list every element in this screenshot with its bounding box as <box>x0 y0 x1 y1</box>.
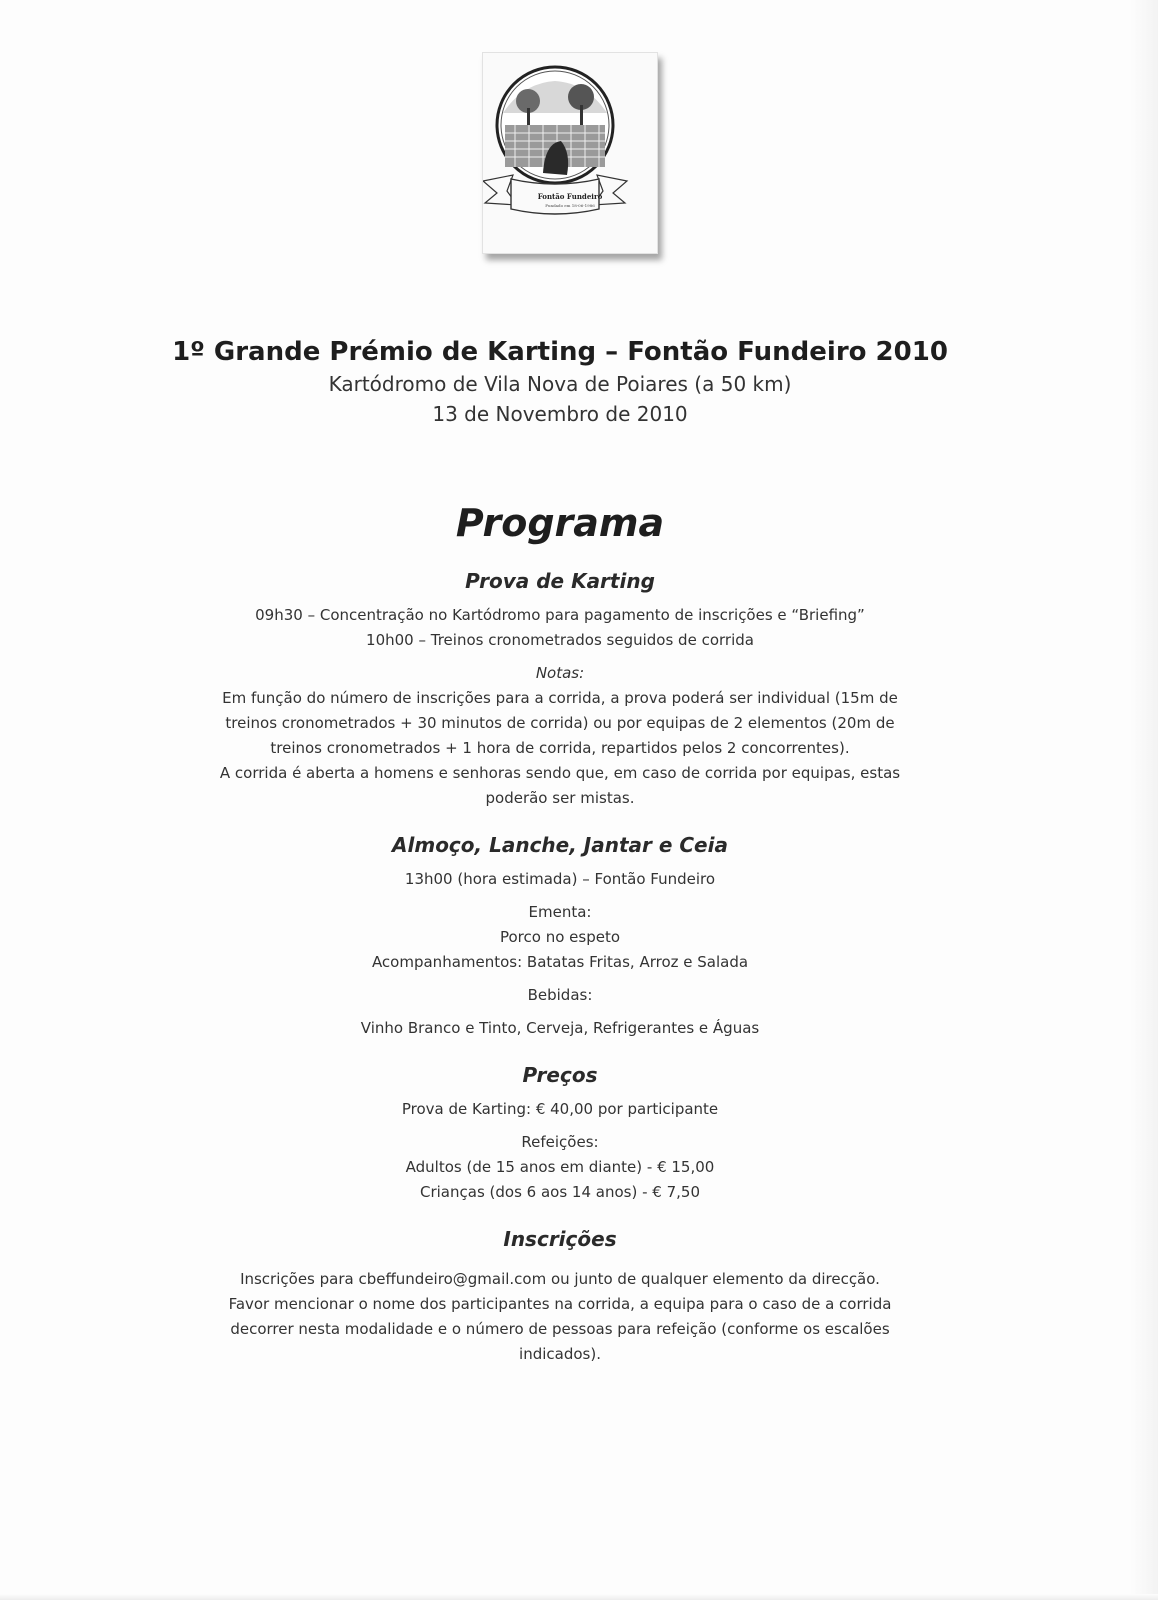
logo-banner-text: Fontão Fundeiro <box>537 192 603 201</box>
schedule-line: 10h00 – Treinos cronometrados seguidos de corrida <box>366 631 754 649</box>
registration-line: indicados). <box>519 1345 601 1363</box>
adults-price: Adultos (de 15 anos em diante) - € 15,00 <box>405 1158 715 1176</box>
club-emblem-icon <box>483 53 657 253</box>
karting-heading: Prova de Karting <box>465 569 655 593</box>
menu-label: Ementa: <box>528 903 592 921</box>
meals-heading: Almoço, Lanche, Jantar e Ceia <box>392 833 728 857</box>
scan-edge-shadow <box>1130 0 1158 1600</box>
registration-line: Favor mencionar o nome dos participantes na corrida, a equipa para o caso de a corrida <box>228 1295 892 1313</box>
notes-label: Notas: <box>535 664 585 682</box>
page-title: 1º Grande Prémio de Karting – Fontão Fundeiro 2010 <box>172 337 948 367</box>
notes-line: poderão ser mistas. <box>485 789 635 807</box>
registration-heading: Inscrições <box>503 1227 617 1251</box>
registration-line: Inscrições para cbeffundeiro@gmail.com ou junto de qualquer elemento da direcção. <box>240 1270 880 1288</box>
prices-heading: Preços <box>522 1063 598 1087</box>
karting-price: Prova de Karting: € 40,00 por participante <box>401 1100 719 1118</box>
notes-line: treinos cronometrados + 30 minutos de corrida) ou por equipas de 2 elementos (20m de <box>225 714 895 732</box>
programa-heading: Programa <box>455 501 665 545</box>
menu-sides: Acompanhamentos: Batatas Fritas, Arroz e Salada <box>371 953 749 971</box>
notes-line: A corrida é aberta a homens e senhoras sendo que, em caso de corrida por equipas, estas <box>219 764 901 782</box>
drinks-label: Bebidas: <box>527 986 593 1004</box>
club-logo <box>482 52 658 254</box>
scan-bottom-edge <box>0 1594 1158 1600</box>
meals-price-label: Refeições: <box>521 1133 599 1151</box>
document-body <box>150 335 970 1367</box>
registration-line: decorrer nesta modalidade e o número de pessoas para refeição (conforme os escalões <box>230 1320 890 1338</box>
meal-time: 13h00 (hora estimada) – Fontão Fundeiro <box>404 870 716 888</box>
children-price: Crianças (dos 6 aos 14 anos) - € 7,50 <box>420 1183 700 1201</box>
venue: Kartódromo de Vila Nova de Poiares (a 50 km) <box>328 372 792 396</box>
notes-line: treinos cronometrados + 1 hora de corrida, repartidos pelos 2 concorrentes). <box>270 739 850 757</box>
schedule-line: 09h30 – Concentração no Kartódromo para pagamento de inscrições e “Briefing” <box>255 606 865 624</box>
logo-banner-subtext: Fundado em 18-06-1986 <box>545 203 595 208</box>
drinks-list: Vinho Branco e Tinto, Cerveja, Refrigerantes e Águas <box>360 1019 760 1037</box>
event-date: 13 de Novembro de 2010 <box>432 402 688 426</box>
notes-line: Em função do número de inscrições para a corrida, a prova poderá ser individual (15m de <box>222 689 898 707</box>
menu-main: Porco no espeto <box>499 928 621 946</box>
